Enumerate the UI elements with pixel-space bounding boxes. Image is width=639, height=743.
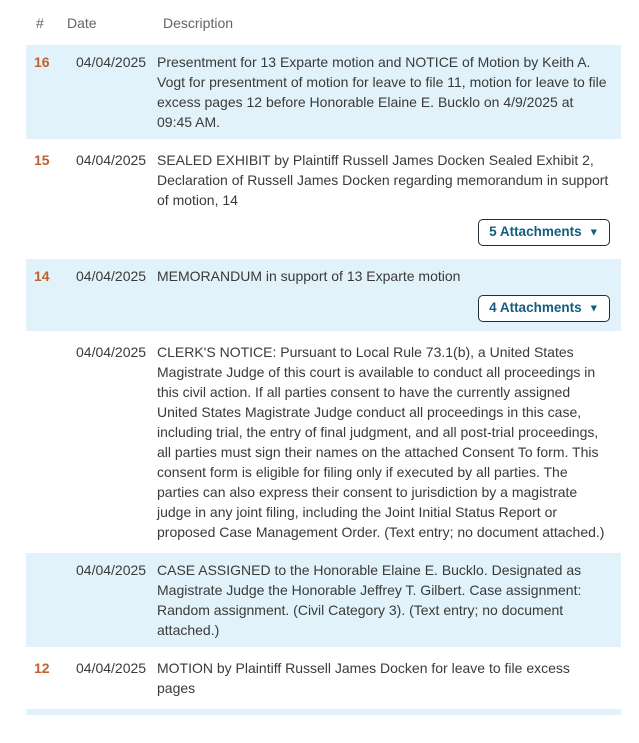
entry-date: 04/04/2025: [76, 152, 147, 168]
entry-date: 04/04/2025: [76, 268, 147, 284]
attachments-button[interactable]: [478, 219, 610, 246]
entry-date: 04/04/2025: [76, 344, 147, 360]
column-header-description: Description: [163, 15, 234, 31]
entry-description: [157, 150, 621, 248]
docket-row-12: [26, 651, 621, 705]
column-header-date: Date: [67, 15, 97, 31]
entry-description: CLERK'S NOTICE: Pursuant to Local Rule 73.1(b), a United States Magistrate Judge of this court is available to conduct all proceedings in this civil action. If all parties consent to have the currently assigned United States Magistrate Judge conduct all proceedings in this case, including trial, the entry of final judgment, and all post-trial proceedings, all parties must sign their names on the attached Consent To form. This consent form is eligible for filing only if executed by all parties. The parties can also express their consent to jurisdiction by a magistrate judge in any joint filing, including the Joint Initial Status Report or proposed Case Management Order. (Text entry; no document attached.): [157, 344, 605, 540]
docket-table-header: [26, 0, 621, 45]
entry-description-text: MEMORANDUM in support of 13 Exparte motion: [157, 268, 461, 284]
entry-number-link[interactable]: 12: [34, 660, 50, 676]
entry-number-link[interactable]: 14: [34, 268, 50, 284]
entry-date: 04/04/2025: [76, 562, 147, 578]
entry-description: CASE ASSIGNED to the Honorable Elaine E. Bucklo. Designated as Magistrate Judge the Honorable Jeffrey T. Gilbert. Case assignment: Random assignment. (Civil Category 3). (Text entry; no document attached.): [157, 562, 582, 638]
column-header-number: #: [36, 15, 44, 31]
entry-date: 04/04/2025: [76, 660, 147, 676]
entry-description: [157, 266, 621, 324]
entry-description-text: SEALED EXHIBIT by Plaintiff Russell James Docken Sealed Exhibit 2, Declaration of Russell James Docken regarding memorandum in support of motion, 14: [157, 152, 609, 208]
chevron-down-icon: ▼: [588, 302, 599, 315]
attachments-row: [157, 295, 610, 322]
entry-number-empty: [26, 342, 76, 542]
docket-row-14: [26, 259, 621, 331]
entry-number-link[interactable]: 15: [34, 152, 50, 168]
docket-row-15: [26, 143, 621, 255]
attachments-button[interactable]: [478, 295, 610, 322]
docket-row-partial: [26, 709, 621, 715]
entry-description: MOTION by Plaintiff Russell James Docken for leave to file excess pages: [157, 660, 570, 696]
chevron-down-icon: ▼: [588, 226, 599, 239]
entry-date: 04/04/2025: [76, 54, 147, 70]
entry-number-link[interactable]: 16: [34, 54, 50, 70]
attachments-row: [157, 219, 610, 246]
docket-table: [26, 0, 621, 715]
entry-description: Presentment for 13 Exparte motion and NOTICE of Motion by Keith A. Vogt for presentment of motion for leave to file 11, motion for leave to file excess pages 12 before Honorable Elaine E. Bucklo on 4/9/2025 at 09:45 AM.: [157, 54, 607, 130]
attachments-button-label: 5 Attachments: [489, 224, 582, 239]
attachments-button-label: 4 Attachments: [489, 300, 582, 315]
docket-row-16: [26, 45, 621, 139]
entry-number-empty: [26, 560, 76, 640]
docket-row-case-assigned: [26, 553, 621, 647]
docket-row-clerks-notice: [26, 335, 621, 549]
